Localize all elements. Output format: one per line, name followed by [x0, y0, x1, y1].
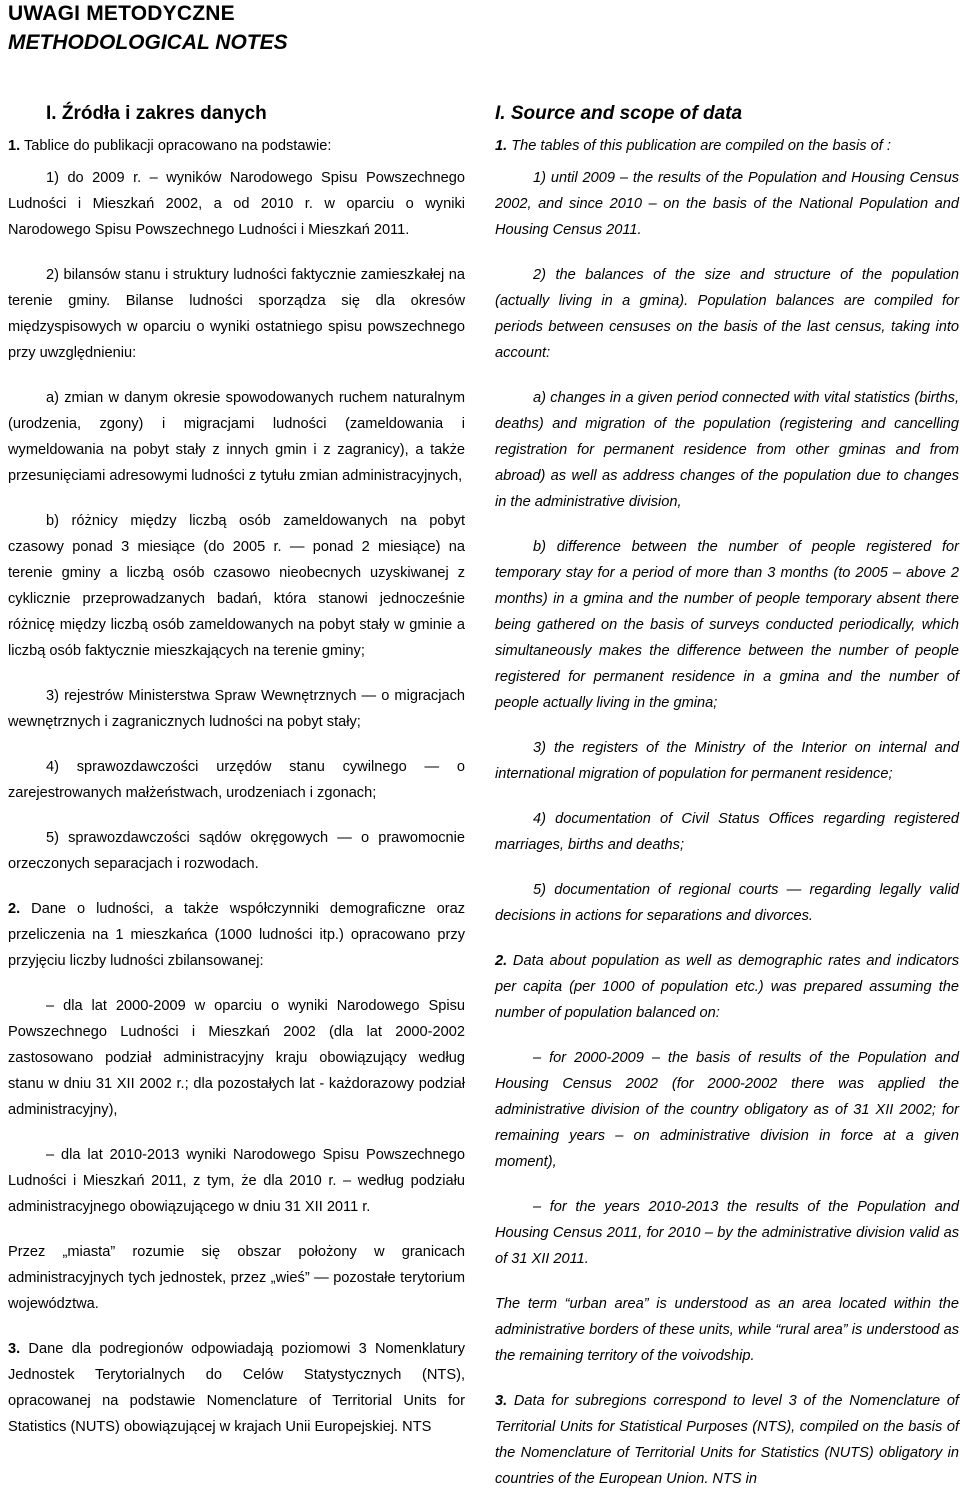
source-item-3: 3) the registers of the Ministry of the Interior on internal and international migration of population for permanent residence;	[495, 740, 959, 782]
section-title-english: I. Source and scope of data	[495, 103, 743, 124]
dash-item-2: – dla lat 2010-2013 wyniki Narodowego Spisu Powszechnego Ludności i Mieszkań 2011, z tym, że dla 2010 r. – według podziału administracyjnego obowiązującego w dniu 31 XII 2011 r.	[8, 1147, 465, 1215]
title-polish: UWAGI METODYCZNE	[8, 2, 235, 25]
dash-item-2: – for the years 2010-2013 the results of the Population and Housing Census 2011, for 2010 – by the administrative division valid as of 31 XII 2011.	[495, 1199, 959, 1267]
paragraph-text: Dane dla podregionów odpowiadają poziomowi 3 Nomenklatury Jednostek Terytorialnych do Celów Statystycznych (NTS), opracowanej na podstawie Nomenclature of Territorial Units for Statistics (NUTS) obowiązującej w krajach Unii Europejskiej. NTS	[8, 1341, 465, 1435]
source-item-1: 1) do 2009 r. – wyników Narodowego Spisu Powszechnego Ludności i Mieszkań 2002, a od 2010 r. w oparciu o wyniki Narodowego Spisu Powszechnego Ludności i Mieszkań 2011.	[8, 170, 465, 238]
paragraph-2-english	[495, 948, 959, 1026]
paragraph-3-english	[495, 1388, 959, 1492]
paragraph-text: Dane o ludności, a także współczynniki demograficzne oraz przeliczenia na 1 mieszkańca (1000 ludności itp.) opracowano przy przyjęciu liczby ludności zbilansowanej:	[8, 901, 465, 969]
source-item-2a: a) zmian w danym okresie spowodowanych ruchem naturalnym (urodzenia, zgony) i migracjami ludności (zameldowania i wymeldowania na pobyt stały z innych gmin i z zagranicy), a także przesunięciami adresowymi ludności z tytułu zmian administracyjnych,	[8, 390, 465, 484]
paragraph-3-polish	[8, 1336, 465, 1440]
paragraph-number: 1.	[8, 138, 21, 154]
urban-rural-definition: Przez „miasta” rozumie się obszar położony w granicach administracyjnych tych jednostek, przez „wieś” — pozostałe terytorium województwa.	[8, 1244, 465, 1312]
english-column	[495, 100, 959, 1498]
paragraph-text: The tables of this publication are compiled on the basis of :	[507, 138, 891, 154]
paragraph-text: Data for subregions correspond to level 3 of the Nomenclature of Territorial Units for Statistical Purposes (NTS), compiled on the basis of the Nomenclature of Territorial Units for Statistics (NUTS) obligatory in countries of the European Union. NTS in	[495, 1393, 959, 1487]
paragraph-number: 2.	[495, 953, 508, 969]
source-item-3: 3) rejestrów Ministerstwa Spraw Wewnętrznych — o migracjach wewnętrznych i zagranicznych ludności na pobyt stały;	[8, 688, 465, 730]
source-item-2: 2) bilansów stanu i struktury ludności faktycznie zamieszkałej na terenie gminy. Bilanse ludności sporządza się dla okresów międzyspisowych w oparciu o wyniki ostatniego spisu powszechnego przy uwzględnieniu:	[8, 267, 465, 361]
section-title-polish: I. Źródła i zakres danych	[46, 103, 267, 124]
paragraph-text: Tablice do publikacji opracowano na podstawie:	[20, 138, 332, 154]
dash-item-1: – for 2000-2009 – the basis of results of the Population and Housing Census 2002 (for 2000-2002 there was applied the administrative division of the country obligatory as of 31 XII 2002; for remaining years – on administrative division in force at a given moment),	[495, 1050, 959, 1170]
paragraph-number: 2.	[8, 901, 21, 917]
paragraph-1-polish	[8, 133, 465, 159]
paragraph-number: 3.	[8, 1341, 21, 1357]
page-header	[8, 0, 288, 57]
paragraph-number: 1.	[495, 138, 508, 154]
paragraph-number: 3.	[495, 1393, 508, 1409]
urban-rural-definition: The term “urban area” is understood as an area located within the administrative borders of these units, while “rural area” is understood as the remaining territory of the voivodship.	[495, 1296, 959, 1364]
source-item-4: 4) documentation of Civil Status Offices regarding registered marriages, births and deaths;	[495, 811, 959, 853]
source-item-2a: a) changes in a given period connected with vital statistics (births, deaths) and migration of the population (registering and cancelling registration for permanent residence from other gminas and from abroad) as well as address changes of the population due to changes in the administrative division,	[495, 390, 959, 510]
source-item-2b: b) różnicy między liczbą osób zameldowanych na pobyt czasowy ponad 3 miesiące (do 2005 r. — ponad 2 miesiące) na terenie gminy a liczbą osób czasowo nieobecnych uzyskiwanej z cyklicznie przeprowadzanych badań, która stanowi jednocześnie różnicę między liczbą osób zameldowanych na pobyt stały w gminie a liczbą osób faktycznie mieszkających na terenie gminy;	[8, 513, 465, 659]
source-item-2: 2) the balances of the size and structure of the population (actually living in a gmina). Population balances are compiled for periods between censuses on the basis of the last census, taking into account:	[495, 267, 959, 361]
source-item-5: 5) documentation of regional courts — regarding legally valid decisions in actions for separations and divorces.	[495, 882, 959, 924]
source-item-1: 1) until 2009 – the results of the Population and Housing Census 2002, and since 2010 – on the basis of the National Population and Housing Census 2011.	[495, 170, 959, 238]
title-english: METHODOLOGICAL NOTES	[8, 31, 288, 54]
polish-column	[8, 100, 465, 1446]
paragraph-1-english	[495, 133, 959, 159]
paragraph-2-polish	[8, 896, 465, 974]
source-item-2b: b) difference between the number of people registered for temporary stay for a period of more than 3 months (to 2005 – above 2 months) in a gmina and the number of people temporary absent there being gathered on the basis of surveys conducted periodically, which simultaneously makes the difference between the number of people registered for permanent residence in a gmina and the number of people actually living in the gmina;	[495, 539, 959, 711]
source-item-5: 5) sprawozdawczości sądów okręgowych — o prawomocnie orzeczonych separacjach i rozwodach.	[8, 830, 465, 872]
dash-item-1: – dla lat 2000-2009 w oparciu o wyniki Narodowego Spisu Powszechnego Ludności i Mieszkań 2002 (dla lat 2000-2002 zastosowano podział administracyjny kraju obowiązujący według stanu w dniu 31 XII 2002 r.; dla pozostałych lat - każdorazowy podział administracyjny),	[8, 998, 465, 1118]
paragraph-text: Data about population as well as demographic rates and indicators per capita (per 1000 of population etc.) was prepared assuming the number of population balanced on:	[495, 953, 959, 1021]
source-item-4: 4) sprawozdawczości urzędów stanu cywilnego — o zarejestrowanych małżeństwach, urodzeniach i zgonach;	[8, 759, 465, 801]
